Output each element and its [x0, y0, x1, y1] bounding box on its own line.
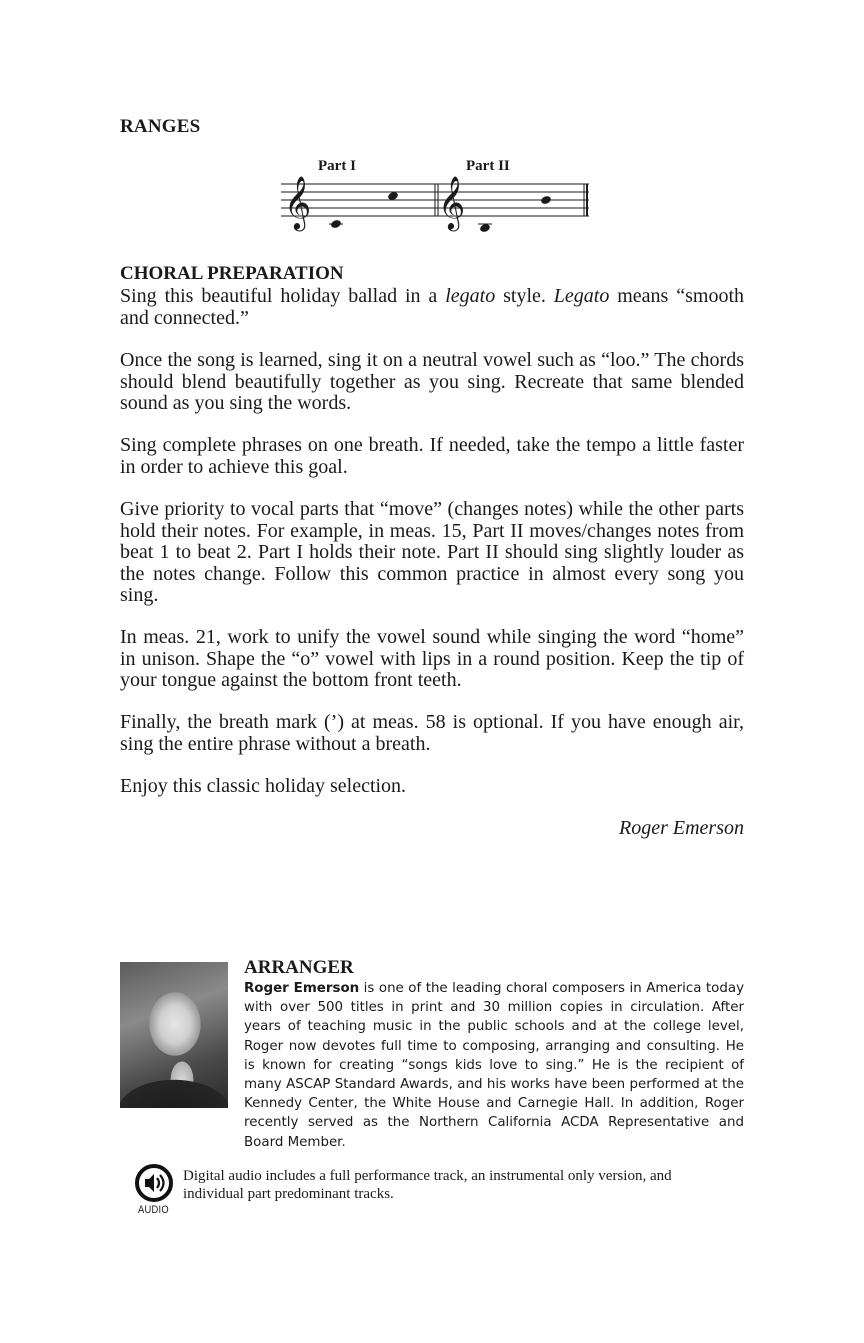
paragraph-breath-mark: Finally, the breath mark (’) at meas. 58 is optional. If you have enough air, sing the entire phrase without a breath. — [120, 711, 744, 755]
paragraph-priority: Give priority to vocal parts that “move” (changes notes) while the other parts hold their notes. For example, in meas. 15, Part II moves/changes notes from beat 1 to beat 2. Part I holds their note. Part II should sing slightly louder as the notes change. Follow this common practice in almost every song you sing. — [120, 498, 744, 606]
music-staff-icon — [278, 174, 594, 240]
part-1-label: Part I — [318, 158, 356, 174]
text-run: style. — [495, 285, 554, 307]
italic-term: Legato — [553, 285, 610, 307]
svg-text:𝄞: 𝄞 — [284, 175, 312, 229]
signature: Roger Emerson — [619, 817, 744, 839]
text-run: Sing this beautiful holiday ballad in a — [120, 285, 446, 307]
arranger-bio — [244, 979, 744, 1152]
audio-label: AUDIO — [138, 1204, 169, 1216]
arranger-name: Roger Emerson — [244, 981, 360, 996]
ranges-heading: RANGES — [120, 116, 201, 137]
arranger-heading: ARRANGER — [244, 957, 354, 978]
paragraph-enjoy: Enjoy this classic holiday selection. — [120, 775, 407, 797]
choral-preparation-heading: CHORAL PREPARATION — [120, 263, 344, 284]
text-run: means “smooth and connected.” — [120, 285, 744, 329]
audio-description: Digital audio includes a full performance track, an instrumental only version, and individual part predominant tracks. — [183, 1168, 672, 1202]
part-2-label: Part II — [466, 158, 510, 174]
arranger-photo — [120, 962, 228, 1108]
arranger-bio-text: is one of the leading choral composers in America today with over 500 titles in print and 30 million copies in circulation. After years of teaching music in the public schools and at the college level, Roger now devotes full time to composing, arranging and consulting. He is known for creating “songs kids love to sing.” He is the recipient of many ASCAP Standard Awards, and his works have been performed at the Kennedy Center, the White House and Carnegie Hall. In addition, Roger recently served as the Northern California ACDA Representative and Board Member. — [244, 981, 744, 1150]
italic-term: legato — [445, 285, 496, 307]
paragraph-vowel-unify: In meas. 21, work to unify the vowel sound while singing the word “home” in unison. Shape the “o” vowel with lips in a round position. Keep the tip of your tongue against the bottom front teeth. — [120, 626, 744, 691]
ranges-staff — [278, 158, 594, 240]
paragraph-legato — [120, 286, 744, 329]
svg-text:𝄞: 𝄞 — [438, 175, 466, 229]
paragraph-neutral-vowel: Once the song is learned, sing it on a neutral vowel such as “loo.” The chords should blend beautifully together as you sing. Recreate that same blended sound as you sing the words. — [120, 349, 744, 414]
paragraph-phrases: Sing complete phrases on one breath. If needed, take the tempo a little faster in order to achieve this goal. — [120, 434, 744, 478]
speaker-audio-icon — [134, 1163, 174, 1203]
